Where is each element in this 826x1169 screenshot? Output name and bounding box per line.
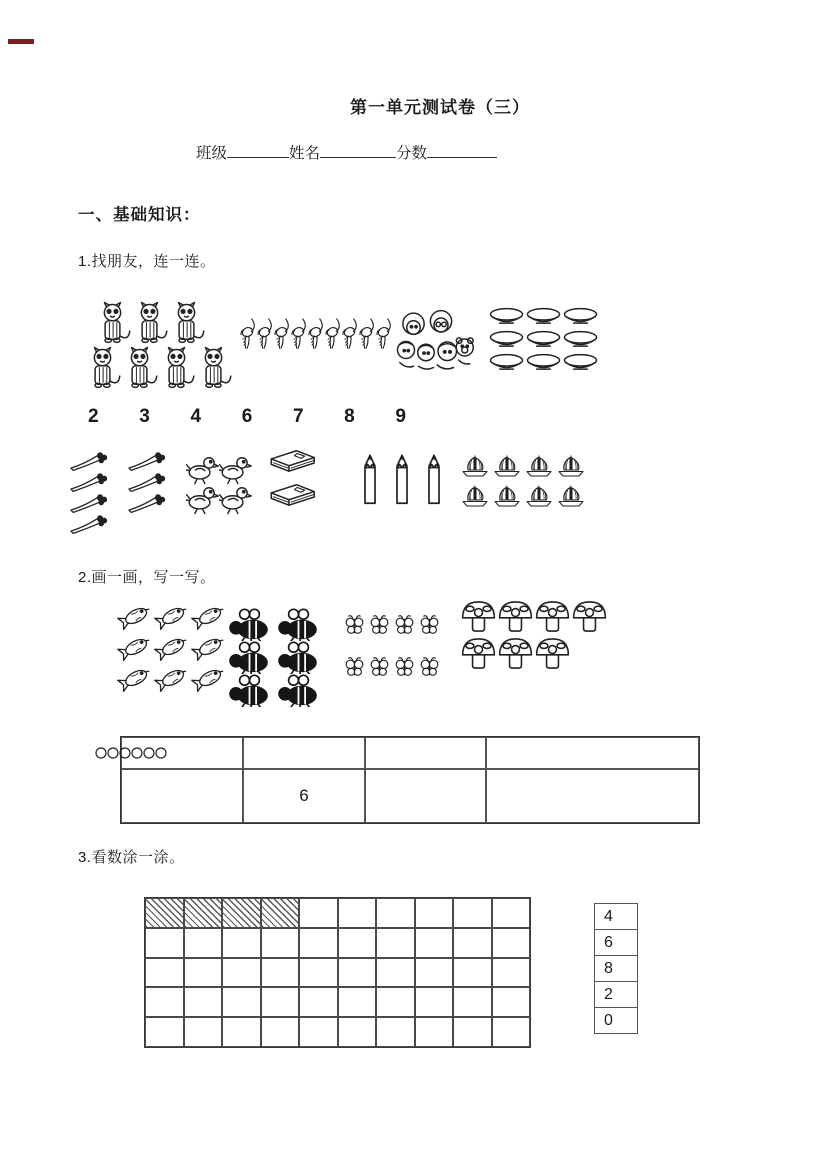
bird-icon bbox=[186, 485, 219, 515]
match-number: 7 bbox=[292, 406, 304, 427]
butterfly-icon bbox=[418, 612, 441, 637]
grid-cell bbox=[338, 928, 377, 958]
birds-group bbox=[186, 455, 252, 515]
grid-cell bbox=[492, 958, 531, 988]
butterfly-icon bbox=[343, 612, 366, 637]
cat-icon bbox=[168, 300, 205, 345]
grid-cell bbox=[299, 928, 338, 958]
cat-icon bbox=[195, 345, 232, 390]
boat-icon bbox=[524, 452, 554, 482]
cat-icon bbox=[121, 345, 158, 390]
grid-cell bbox=[338, 898, 377, 928]
match-number: 2 bbox=[88, 406, 99, 427]
fish-icon bbox=[153, 662, 190, 693]
class-blank bbox=[227, 143, 289, 158]
mushroom-icon bbox=[497, 635, 534, 672]
shrimp-icon bbox=[240, 302, 257, 366]
butterfly-icon bbox=[393, 654, 416, 679]
shrimp-icon bbox=[274, 302, 291, 366]
grid-cell bbox=[376, 1017, 415, 1047]
table-cell bbox=[486, 737, 699, 769]
bowl-icon bbox=[488, 352, 525, 375]
boat-icon bbox=[460, 452, 490, 482]
fish-icon bbox=[190, 662, 227, 693]
question3-label: 3.看数涂一涂。 bbox=[78, 849, 185, 866]
grid-cell bbox=[261, 987, 300, 1017]
grid-cell bbox=[415, 987, 454, 1017]
pencil-icon bbox=[424, 448, 444, 510]
shrimp-icon bbox=[342, 302, 359, 366]
grid-cell bbox=[299, 987, 338, 1017]
table-cell bbox=[486, 769, 699, 823]
cats-group bbox=[84, 300, 232, 390]
book-icon bbox=[260, 482, 322, 512]
table-cell-beads bbox=[121, 737, 243, 769]
number-cell: 6 bbox=[595, 930, 637, 956]
carrot-icon bbox=[60, 471, 118, 492]
section1-heading: 一、基础知识： bbox=[78, 206, 201, 224]
grid-cell bbox=[145, 928, 184, 958]
grid-cell bbox=[376, 928, 415, 958]
grid-cell bbox=[299, 1017, 338, 1047]
grid-cell bbox=[338, 958, 377, 988]
boat-icon bbox=[492, 482, 522, 512]
fish-icon bbox=[153, 600, 190, 631]
grid-cell bbox=[261, 928, 300, 958]
name-blank bbox=[320, 143, 396, 158]
grid-cell bbox=[261, 958, 300, 988]
butterflies-group bbox=[343, 612, 443, 696]
grid-cell bbox=[222, 987, 261, 1017]
page-title: 第一单元测试卷（三） bbox=[350, 98, 530, 117]
butterfly-icon bbox=[393, 612, 416, 637]
shrimp-icon bbox=[308, 302, 325, 366]
mushroom-icon bbox=[497, 598, 534, 635]
bird-icon bbox=[219, 455, 252, 485]
match-numbers-row bbox=[88, 406, 406, 428]
match-number: 6 bbox=[241, 406, 253, 427]
grid-cell bbox=[299, 898, 338, 928]
boat-icon bbox=[556, 452, 586, 482]
grid-cell bbox=[492, 1017, 531, 1047]
table-cell bbox=[243, 737, 365, 769]
grid-cell bbox=[453, 1017, 492, 1047]
table-cell bbox=[365, 737, 486, 769]
bee-icon bbox=[276, 674, 321, 707]
mushroom-icon bbox=[460, 635, 497, 672]
grid-cell bbox=[338, 987, 377, 1017]
grid-cell-shaded bbox=[184, 898, 223, 928]
bead-circle-icon bbox=[155, 747, 167, 759]
grid-cell bbox=[222, 928, 261, 958]
fish-icon bbox=[116, 631, 153, 662]
grid-cell bbox=[415, 958, 454, 988]
grid-cell bbox=[415, 898, 454, 928]
fish-icon bbox=[116, 600, 153, 631]
fish-icon bbox=[190, 631, 227, 662]
book-icon bbox=[260, 448, 322, 478]
number-cell: 4 bbox=[595, 904, 637, 930]
bead-row bbox=[95, 747, 167, 759]
red-mark bbox=[8, 39, 34, 44]
carrot-icon bbox=[60, 450, 118, 471]
bowl-icon bbox=[562, 352, 599, 375]
carrot-icon bbox=[118, 450, 176, 471]
grid-cell bbox=[492, 898, 531, 928]
bowl-icon bbox=[525, 352, 562, 375]
carrot-icon bbox=[118, 471, 176, 492]
children-icon bbox=[396, 300, 476, 390]
match-number: 9 bbox=[395, 406, 406, 427]
pencil-icon bbox=[392, 448, 412, 510]
shrimp-icon bbox=[325, 302, 342, 366]
number-cell: 0 bbox=[604, 1012, 613, 1029]
children-group bbox=[396, 300, 476, 390]
bowl-icon bbox=[562, 329, 599, 352]
bowl-icon bbox=[525, 306, 562, 329]
carrot-icon bbox=[118, 492, 176, 513]
grid-cell bbox=[184, 1017, 223, 1047]
boat-icon bbox=[524, 482, 554, 512]
grid-cell bbox=[415, 1017, 454, 1047]
bee-icon bbox=[227, 641, 272, 674]
grid-cell bbox=[222, 958, 261, 988]
grid-cell bbox=[184, 928, 223, 958]
bird-icon bbox=[219, 485, 252, 515]
class-label: 班级 bbox=[196, 145, 228, 162]
bee-icon bbox=[227, 674, 272, 707]
butterfly-icon bbox=[418, 654, 441, 679]
number-cell: 2 bbox=[595, 982, 637, 1008]
grid-cell bbox=[492, 928, 531, 958]
question1-label: 1.找朋友，连一连。 bbox=[78, 253, 216, 270]
bees-group bbox=[227, 608, 325, 707]
match-number: 8 bbox=[344, 406, 355, 427]
grid-cell bbox=[299, 958, 338, 988]
books-group bbox=[260, 448, 322, 516]
name-label: 姓名 bbox=[289, 145, 321, 162]
mushroom-icon bbox=[571, 598, 608, 635]
match-number: 3 bbox=[139, 406, 150, 427]
carrots-group bbox=[60, 450, 176, 534]
bowl-icon bbox=[488, 329, 525, 352]
grid-cell-shaded bbox=[222, 898, 261, 928]
cat-icon bbox=[94, 300, 131, 345]
shrimps-group bbox=[240, 302, 393, 366]
mushrooms-group bbox=[460, 598, 608, 672]
cat-icon bbox=[84, 345, 121, 390]
grid-cell bbox=[492, 987, 531, 1017]
grid-cell-shaded bbox=[261, 898, 300, 928]
bowl-icon bbox=[525, 329, 562, 352]
cat-icon bbox=[158, 345, 195, 390]
bead-circle-icon bbox=[131, 747, 143, 759]
mushroom-icon bbox=[534, 598, 571, 635]
grid-cell-shaded bbox=[145, 898, 184, 928]
bee-icon bbox=[276, 608, 321, 641]
table-cell-answer: 6 bbox=[243, 769, 365, 823]
bee-icon bbox=[227, 608, 272, 641]
bead-circle-icon bbox=[143, 747, 155, 759]
pencil-icon bbox=[360, 448, 380, 510]
shrimp-icon bbox=[359, 302, 376, 366]
pencils-group bbox=[360, 448, 456, 510]
carrot-icon bbox=[60, 513, 118, 534]
bowl-icon bbox=[488, 306, 525, 329]
score-label: 分数 bbox=[396, 145, 428, 162]
grid-cell bbox=[376, 958, 415, 988]
coloring-grid bbox=[144, 897, 531, 1048]
grid-cell bbox=[184, 987, 223, 1017]
grid-cell bbox=[184, 958, 223, 988]
match-number: 4 bbox=[190, 406, 202, 427]
bowls-group bbox=[488, 306, 599, 375]
grid-cell bbox=[453, 987, 492, 1017]
grid-cell bbox=[261, 1017, 300, 1047]
grid-cell bbox=[145, 987, 184, 1017]
mushroom-icon bbox=[460, 598, 497, 635]
grid-cell bbox=[415, 928, 454, 958]
grid-cell bbox=[145, 958, 184, 988]
bead-circle-icon bbox=[119, 747, 131, 759]
boat-icon bbox=[556, 482, 586, 512]
grid-cell bbox=[453, 898, 492, 928]
bead-circle-icon bbox=[107, 747, 119, 759]
bird-icon bbox=[186, 455, 219, 485]
grid-cell bbox=[376, 898, 415, 928]
grid-cell bbox=[453, 928, 492, 958]
butterfly-icon bbox=[343, 654, 366, 679]
grid-cell bbox=[222, 1017, 261, 1047]
fish-icon bbox=[190, 600, 227, 631]
shrimp-icon bbox=[291, 302, 308, 366]
boat-icon bbox=[492, 452, 522, 482]
shrimp-icon bbox=[257, 302, 274, 366]
fish-group bbox=[116, 600, 227, 693]
score-blank bbox=[427, 143, 497, 158]
boats-group bbox=[460, 452, 588, 512]
grid-cell bbox=[338, 1017, 377, 1047]
fish-icon bbox=[153, 631, 190, 662]
grid-cell bbox=[145, 1017, 184, 1047]
grid-cell bbox=[376, 987, 415, 1017]
grid-cell bbox=[453, 958, 492, 988]
question2-label: 2.画一画，写一写。 bbox=[78, 569, 216, 586]
shrimp-icon bbox=[376, 302, 393, 366]
butterfly-icon bbox=[368, 654, 391, 679]
bead-circle-icon bbox=[95, 747, 107, 759]
table-cell bbox=[365, 769, 486, 823]
boat-icon bbox=[460, 482, 490, 512]
cat-icon bbox=[131, 300, 168, 345]
carrot-icon bbox=[60, 492, 118, 513]
mushroom-icon bbox=[534, 635, 571, 672]
number-column bbox=[594, 903, 638, 1034]
header-fields bbox=[196, 141, 497, 163]
fish-icon bbox=[116, 662, 153, 693]
bee-icon bbox=[276, 641, 321, 674]
bowl-icon bbox=[562, 306, 599, 329]
count-write-table bbox=[120, 736, 700, 824]
number-cell: 8 bbox=[595, 956, 637, 982]
table-cell bbox=[121, 769, 243, 823]
butterfly-icon bbox=[368, 612, 391, 637]
